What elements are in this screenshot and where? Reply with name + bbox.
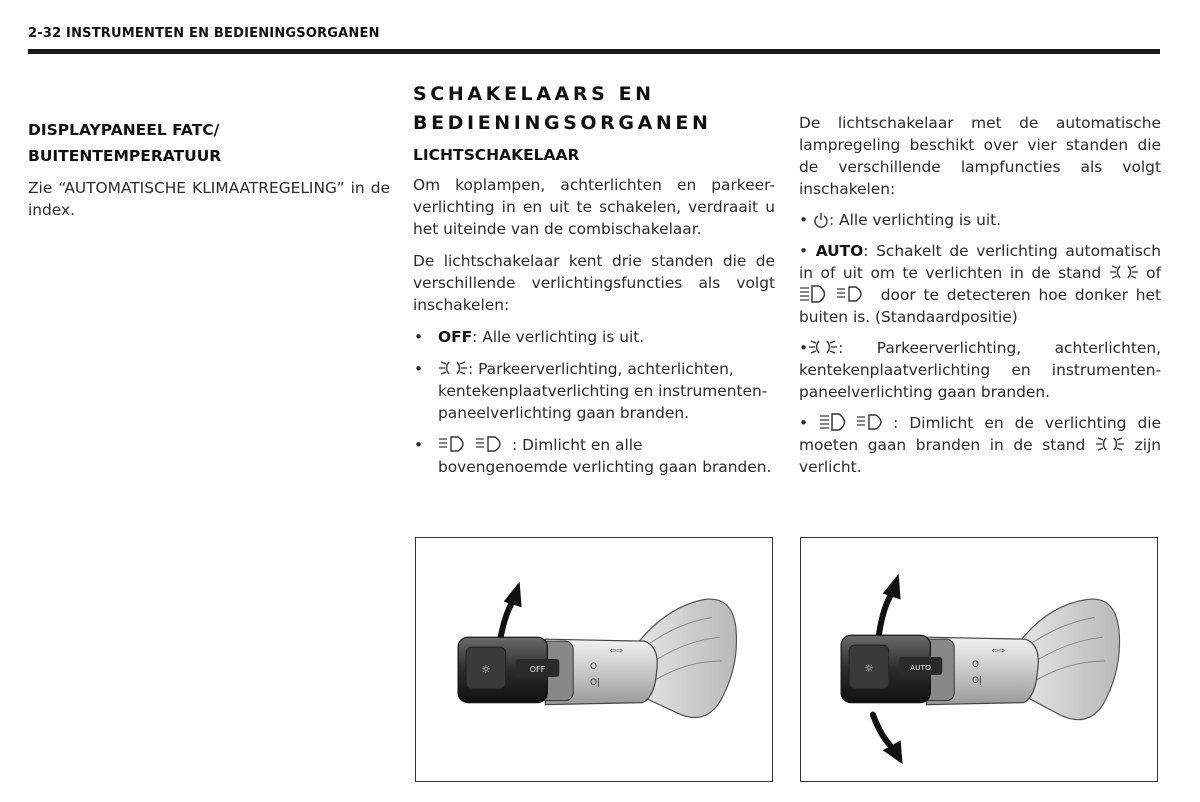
rotate-arrow-down [873,715,893,749]
svg-text:O|: O| [590,677,601,688]
list-item-parking [413,358,775,424]
subheading-lichtschakelaar: LICHTSCHAKELAAR [413,146,580,164]
svg-text:☼: ☼ [480,662,491,676]
right-item-text: of [1146,264,1161,282]
right-item-text: zijn verlicht. [799,436,1161,476]
right-item-dipped [799,412,1161,478]
list-item-text: : Parkeerverlichting, achterlichten, kentekenplaatverlichting en instrumenten-paneelverlichting gaan branden. [438,360,768,422]
bullet: • [799,211,809,229]
paragraph-2: De lichtschakelaar kent drie standen die de verschillende verlichtingsfuncties als volgt inschakelen: [413,252,775,314]
middle-column [413,80,775,488]
right-item-text: : Parkeerverlichting, achterlichten, kentekenplaatverlichting en instrumenten-paneelverlichting gaan branden. [799,339,1161,401]
right-item-text: door te detecteren hoe donker het buiten is. (Standaardpositie) [799,286,1161,326]
power-icon [813,212,829,228]
right-item-text: : Alle verlichting is uit. [828,211,1002,229]
parking-light-icon [808,338,838,356]
bullet: • [799,339,809,357]
dipped-beam-icon [438,435,512,453]
right-column [799,112,1161,487]
headlamp-icon [799,285,873,303]
right-item-auto [799,240,1161,328]
svg-text:O: O [590,661,598,672]
combi-switch-drawing [416,538,772,781]
parking-light-icon [1109,263,1139,281]
rotate-arrow-up [879,592,893,636]
fatc-reference-text: Zie “AUTOMATISCHE KLIMAATREGELING” in de index. [28,179,390,219]
title-line-2: BEDIENINGSORGANEN [413,112,712,134]
title-line-1: SCHAKELAARS EN [413,83,655,105]
list-item-text: : Dimlicht en alle bovengenoemde verlichting gaan branden. [438,436,772,476]
ring-label: AUTO [910,662,931,672]
list-item-text: : Alle verlichting is uit. [472,328,645,346]
svg-text:O|: O| [972,675,983,686]
bullet: • [414,328,424,346]
list-item-dipped [413,434,775,478]
paragraph-1: Om koplampen, achterlichten en parkeer-verlichting in en uit te schakelen, verdraait u het uiteinde van de combischakelaar. [413,176,775,238]
right-item-parking [799,337,1161,403]
bullet: • [414,436,424,454]
svg-text:☼: ☼ [864,661,874,675]
headlamp-icon [819,413,893,431]
right-intro: De lichtschakelaar met de automatische lampregeling beschikt over vier standen die de verschillende lampfuncties als volgt inschakelen: [799,114,1161,198]
parking-light-icon [438,359,468,377]
switch-illustration-auto [800,537,1158,782]
bullet: • [414,360,424,378]
parking-light-icon [1095,435,1125,453]
left-column [28,117,390,231]
svg-text:⇦⇨: ⇦⇨ [991,646,1006,656]
heading-line-1: DISPLAYPANEEL FATC/ [28,121,220,139]
right-item-text: : Schakelt de verlichting automatisch in of uit om te verlichten in de stand [799,242,1161,282]
position-list [413,326,775,478]
svg-text:⇦⇨: ⇦⇨ [609,646,624,656]
heading-line-2: BUITENTEMPERATUUR [28,147,222,165]
ring-label: OFF [529,664,546,674]
svg-text:O: O [972,659,980,670]
section-title [413,80,775,138]
header-rule [28,49,1160,54]
right-item-text: : Dimlicht en de verlichting die moeten gaan branden in de stand [799,414,1161,454]
page-header: 2-32 INSTRUMENTEN EN BEDIENINGSORGANEN [28,26,380,41]
right-item-off [799,209,1161,231]
section-heading-fatc [28,117,390,169]
bullet: • [799,242,809,260]
switch-illustration-manual [415,537,773,782]
auto-label: AUTO [815,242,864,260]
bullet: • [799,414,809,432]
off-label: OFF [438,328,473,346]
list-item-off [413,326,775,348]
combi-switch-drawing [801,538,1157,781]
